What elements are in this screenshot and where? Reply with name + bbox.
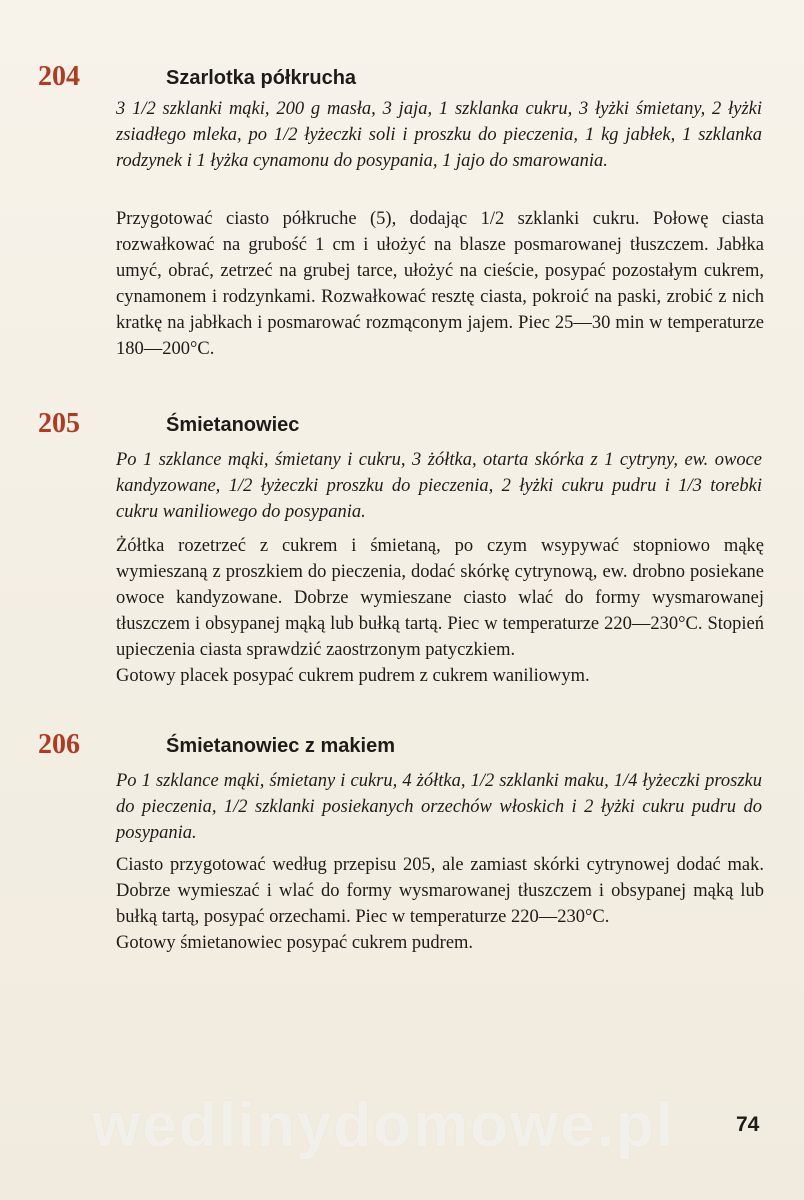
recipe-number: 206 <box>38 729 80 760</box>
recipe-title: Śmietanowiec <box>166 414 300 436</box>
recipe-ingredients: Po 1 szklance mąki, śmietany i cukru, 4 żółtka, 1/2 szklanki maku, 1/4 łyżeczki proszku do pieczenia, 1/2 szklanki posiekanych orzechów włoskich i 2 łyżki cukru pudru do posypania. <box>116 771 762 843</box>
method-paragraph: Przygotować ciasto półkruche (5), dodając 1/2 szklanki cukru. Połowę ciasta rozwałkować na grubość 1 cm i ułożyć na blasze posmarowanej tłuszczem. Jabłka umyć, obrać, zetrzeć na grubej tarce, ułożyć na cieście, posypać pozostałym cukrem, cynamonem i rodzynkami. Rozwałkować resztę ciasta, pokroić na paski, zrobić z nich kratkę na jabłkach i posmarować rozmąconym jajem. Piec 25—30 min w temperaturze 180—200°C. <box>116 209 764 359</box>
recipe-title: Śmietanowiec z makiem <box>166 735 395 757</box>
recipe-method <box>116 852 764 956</box>
recipe-ingredients: 3 1/2 szklanki mąki, 200 g masła, 3 jaja, 1 szklanka cukru, 3 łyżki śmietany, 2 łyżki zsiadłego mleka, po 1/2 łyżeczki soli i proszku do pieczenia, 1 kg jabłek, 1 szklanka rodzynek i 1 łyżka cynamonu do posypania, 1 jajo do smarowania. <box>116 99 762 171</box>
page-number: 74 <box>736 1113 760 1136</box>
recipe-number: 204 <box>38 61 80 92</box>
watermark: wedlinydomowe.pl <box>92 1091 676 1160</box>
method-paragraph: Żółtka rozetrzeć z cukrem i śmietaną, po czym wsypywać stopniowo mąkę wymieszaną z proszkiem do pieczenia, dodać skórkę cytrynową, ew. drobno posiekane owoce kandyzowane. Dobrze wymieszane ciasto wlać do formy wysmarowanej tłuszczem i obsypanej mąką lub bułką tartą. Piec w temperaturze 220—230°C. Stopień upieczenia ciasta sprawdzić zaostrzonym patyczkiem. <box>116 536 764 660</box>
recipe-title: Szarlotka półkrucha <box>166 67 357 89</box>
recipe-method <box>116 533 764 689</box>
recipe-number: 205 <box>38 408 80 439</box>
method-paragraph: Gotowy placek posypać cukrem pudrem z cukrem waniliowym. <box>116 666 590 686</box>
recipe-ingredients: Po 1 szklance mąki, śmietany i cukru, 3 żółtka, otarta skórka z 1 cytryny, ew. owoce kandyzowane, 1/2 łyżeczki proszku do pieczenia, 2 łyżki cukru pudru i 1/3 torebki cukru waniliowego do posypania. <box>116 450 762 522</box>
recipe-method <box>116 206 764 362</box>
method-paragraph: Ciasto przygotować według przepisu 205, ale zamiast skórki cytrynowej dodać mak. Dobrze wymieszać i wlać do formy wysmarowanej tłuszczem i obsypanej mąką lub bułką tartą, posypać orzechami. Piec w temperaturze 220—230°C. <box>116 855 764 927</box>
method-paragraph: Gotowy śmietanowiec posypać cukrem pudrem. <box>116 933 474 953</box>
